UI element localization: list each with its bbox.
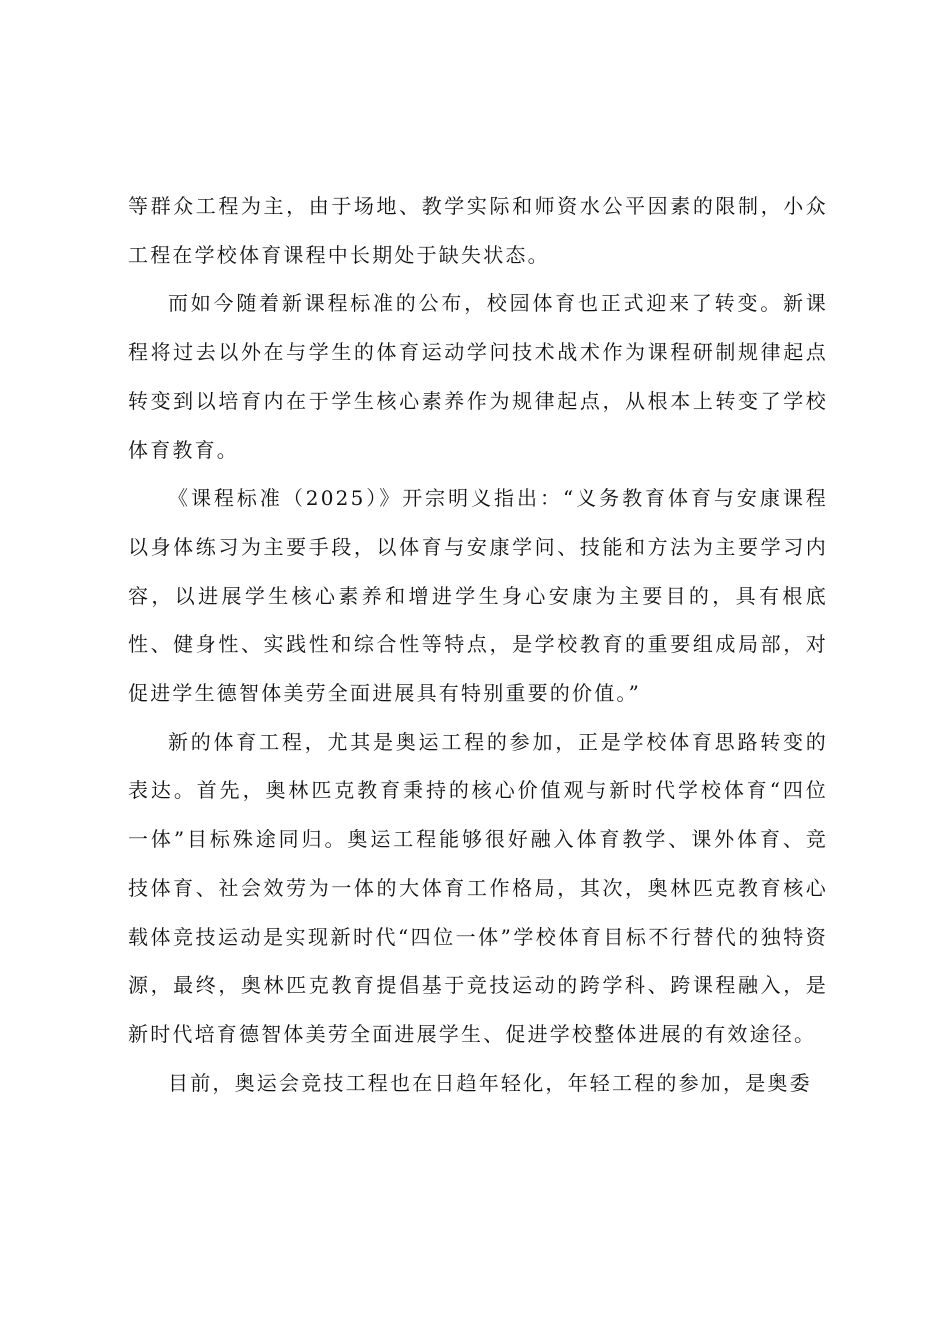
paragraph-continued: 等群众工程为主，由于场地、教学实际和师资水公平因素的限制，小众工程在学校体育课程中长期处于缺失状态。 xyxy=(128,194,828,267)
document-body xyxy=(128,182,828,1107)
paragraph-olympic-projects: 新的体育工程，尤其是奥运工程的参加，正是学校体育思路转变的表达。首先，奥林匹克教育秉持的核心价值观与新时代学校体育“四位一体”目标殊途同归。奥运工程能够很好融入体育教学、课外体育、竞技体育、社会效劳为一体的大体育工作格局，其次，奥林匹克教育核心载体竞技运动是实现新时代“四位一体”学校体育目标不行替代的独特资源，最终，奥林匹克教育提倡基于竞技运动的跨学科、跨课程融入，是新时代培育德智体美劳全面进展学生、促进学校整体进展的有效途径。 xyxy=(128,729,828,1046)
paragraph-youth-projects: 目前，奥运会竞技工程也在日趋年轻化，年轻工程的参加，是奥委 xyxy=(168,1070,812,1095)
paragraph-new-curriculum: 而如今随着新课程标准的公布，校园体育也正式迎来了转变。新课程将过去以外在与学生的体育运动学问技术战术作为课程研制规律起点转变到以培育内在于学生核心素养作为规律起点，从根本上转变了学校体育教育。 xyxy=(128,291,828,462)
paragraph-curriculum-standard-quote: 《课程标准（2025）》开宗明义指出：“义务教育体育与安康课程以身体练习为主要手段，以体育与安康学问、技能和方法为主要学习内容，以进展学生核心素养和增进学生身心安康为主要目的，具有根底性、健身性、实践性和综合性等特点，是学校教育的重要组成局部，对促进学生德智体美劳全面进展具有特别重要的价值。” xyxy=(128,486,828,706)
